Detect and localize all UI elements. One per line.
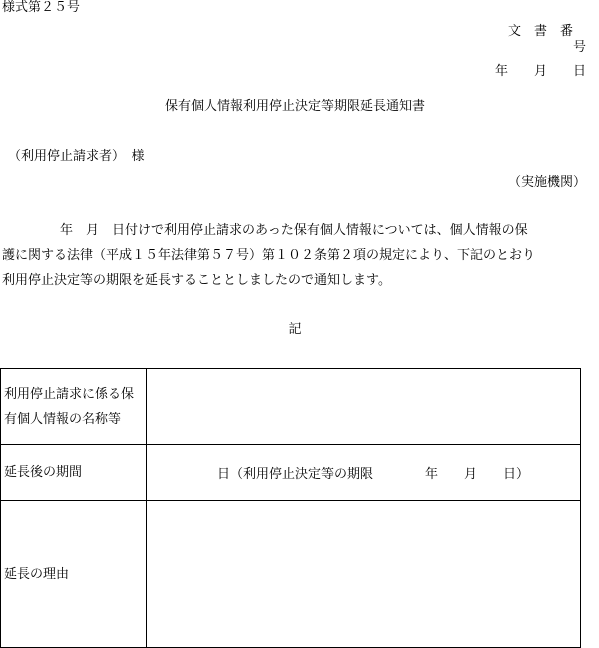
document-date-label: 年 月 日 [494, 64, 586, 79]
info-table [0, 368, 581, 648]
table-label-extended-period: 延長後の期間 [1, 445, 147, 501]
body-line-1: 年 月 日付けで利用停止請求のあった保有個人情報については、個人情報の保 [60, 223, 528, 238]
body-line-3: 利用停止決定等の期限を延長することとしましたので通知します。 [2, 273, 391, 288]
form-number: 様式第２５号 [2, 0, 81, 15]
table-value-extended-period[interactable]: 日（利用停止決定等の期限 年 月 日） [147, 445, 581, 501]
table-value-extension-reason[interactable] [147, 501, 581, 648]
ki-heading: 記 [288, 322, 302, 337]
table-row-extended-period [1, 445, 581, 501]
addressee: （利用停止請求者） 様 [8, 149, 145, 164]
document-meta [494, 24, 599, 88]
issuer: （実施機関） [507, 175, 586, 190]
table-row-info-name [1, 369, 581, 445]
table-row-extension-reason [1, 501, 581, 648]
document-title: 保有個人情報利用停止決定等期限延長通知書 [164, 99, 425, 114]
body-line-2: 護に関する法律（平成１５年法律第５７号）第１０２条第２項の規定により、下記のとおり [2, 248, 536, 263]
table-label-info-name: 利用停止請求に係る保有個人情報の名称等 [1, 369, 147, 445]
table-label-extension-reason: 延長の理由 [1, 501, 147, 648]
body-text [2, 218, 590, 293]
table-value-info-name[interactable] [147, 369, 581, 445]
document-number-label: 文書番号 [507, 24, 599, 55]
